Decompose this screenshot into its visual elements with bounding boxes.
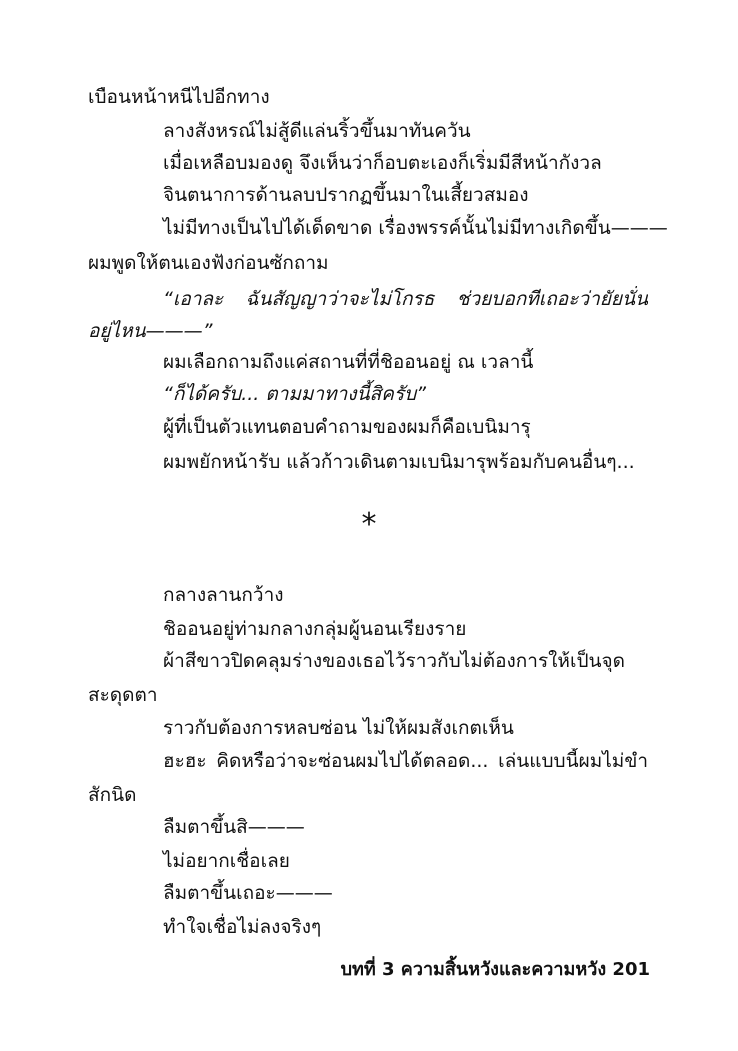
- text-line: ชิออนอยู่ท่ามกลางกลุ่มผู้นอนเรียงราย: [163, 618, 467, 640]
- text-line: เบือนหน้าหนีไปอีกทาง: [88, 86, 270, 108]
- section-separator: *: [361, 507, 377, 542]
- text-line: เมื่อเหลือบมองดู จึงเห็นว่าก็อบตะเองก็เริ่มมีสีหน้ากังวล: [163, 152, 602, 174]
- text-line: ผ้าสีขาวปิดคลุมร่างของเธอไว้ราวกับไม่ต้องการให้เป็นจุด: [163, 650, 625, 672]
- text-line: ไม่อยากเชื่อเลย: [163, 850, 290, 872]
- text-line: ทำใจเชื่อไม่ลงจริงๆ: [163, 916, 322, 938]
- text-line: ผมพยักหน้ารับ แล้วก้าวเดินตามเบนิมารุพร้อมกับคนอื่นๆ...: [163, 451, 635, 473]
- text-line: สะดุดตา: [88, 684, 158, 706]
- page-footer: บทที่ 3 ความสิ้นหวังและความหวัง 201: [340, 959, 650, 980]
- text-line: ลืมตาขึ้นสิ———: [163, 816, 305, 838]
- text-line: ผมเลือกถามถึงแค่สถานที่ที่ชิออนอยู่ ณ เวลานี้: [163, 351, 534, 373]
- text-line: ลืมตาขึ้นเถอะ———: [163, 882, 333, 904]
- dialogue-line: “เอาละ ฉันสัญญาว่าจะไม่โกรธ ช่วยบอกทีเถอะว่ายัยนั่น: [163, 288, 648, 310]
- dialogue-line: “ก็ได้ครับ... ตามมาทางนี้สิครับ”: [163, 383, 426, 405]
- text-line: กลางลานกว้าง: [163, 584, 284, 606]
- text-line: ผู้ที่เป็นตัวแทนตอบคำถามของผมก็คือเบนิมารุ: [163, 416, 531, 438]
- text-line: จินตนาการด้านลบปรากฏขึ้นมาในเสี้ยวสมอง: [163, 184, 529, 206]
- text-line: ราวกับต้องการหลบซ่อน ไม่ให้ผมสังเกตเห็น: [163, 717, 514, 739]
- text-line: ผมพูดให้ตนเองฟังก่อนซักถาม: [88, 252, 329, 274]
- text-line: ฮะฮะ คิดหรือว่าจะซ่อนผมไปได้ตลอด... เล่นแบบนี้ผมไม่ขำ: [163, 750, 648, 772]
- text-line: ลางสังหรณ์ไม่สู้ดีแล่นริ้วขึ้นมาทันควัน: [163, 120, 471, 142]
- dialogue-line: อยู่ไหน———”: [88, 320, 213, 342]
- text-line: ไม่มีทางเป็นไปได้เด็ดขาด เรื่องพรรค์นั้นไม่มีทางเกิดขึ้น———: [163, 217, 668, 239]
- text-line: สักนิด: [88, 784, 137, 806]
